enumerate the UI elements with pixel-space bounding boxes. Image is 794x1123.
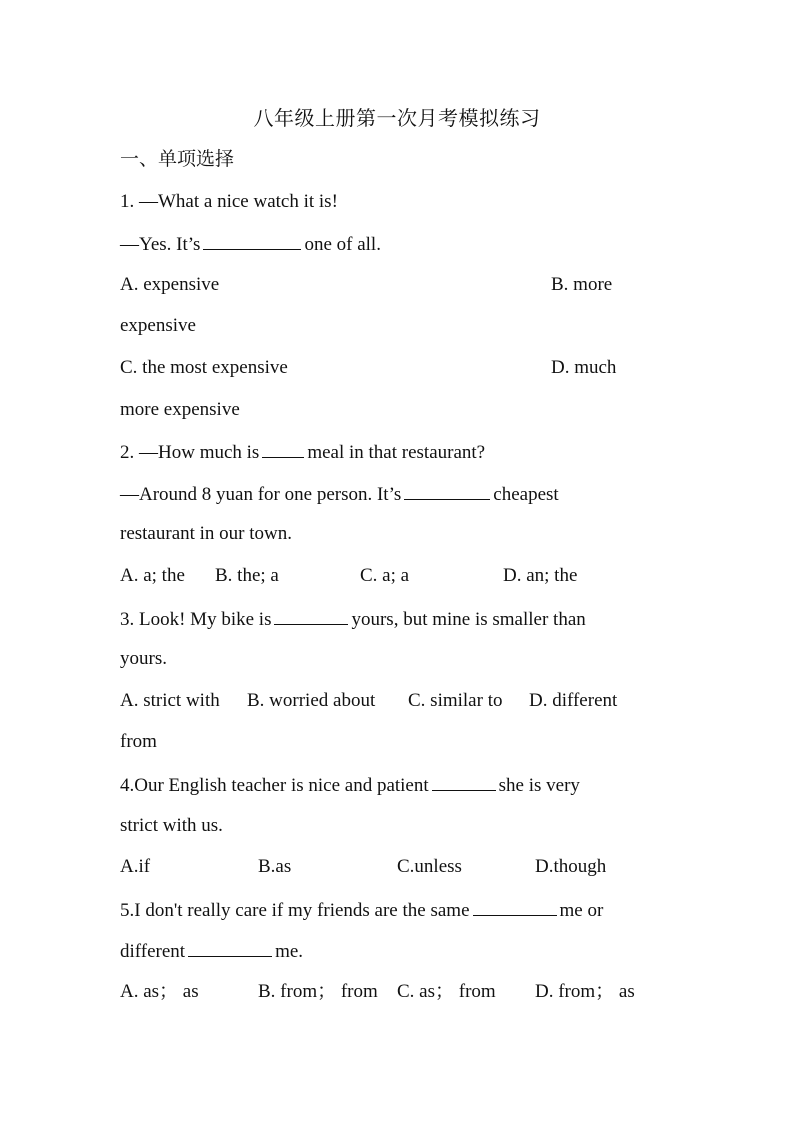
question-4-text-end: she is very: [498, 775, 580, 796]
question-4-text: 4.Our English teacher is nice and patient: [120, 775, 429, 796]
question-2-option-c: C. a; a: [360, 565, 410, 586]
question-1-reply-text: —Yes. It’s: [120, 234, 201, 255]
question-2-stem: [120, 439, 485, 463]
question-4-option-c: C.unless: [397, 856, 462, 877]
question-5-option-b: B. from； from: [258, 981, 378, 1002]
question-5-option-a: A. as； as: [120, 981, 199, 1002]
question-2-reply-end: cheapest: [493, 484, 559, 505]
question-5-text: 5.I don't really care if my friends are the same: [120, 900, 470, 921]
question-1-option-a: A. expensive: [120, 274, 220, 295]
question-2-option-a: A. a; the: [120, 565, 185, 586]
question-4-stem: [120, 772, 580, 796]
question-1-reply: [120, 231, 381, 255]
question-1-text: 1. —What a nice watch it is!: [120, 191, 338, 212]
answer-blank[interactable]: [473, 897, 557, 916]
question-2-text: 2. —How much is: [120, 442, 260, 463]
question-1-option-b: B. more: [551, 274, 613, 295]
question-5-text-cont: different: [120, 941, 186, 962]
answer-blank[interactable]: [203, 231, 301, 250]
question-4-option-a: A.if: [120, 856, 151, 877]
answer-blank[interactable]: [274, 606, 348, 625]
question-5-stem-cont: [120, 938, 303, 962]
question-3-option-c: C. similar to: [408, 690, 503, 711]
question-4-option-d: D.though: [535, 856, 607, 877]
question-2-text-end: meal in that restaurant?: [307, 442, 486, 463]
question-2-option-d: D. an; the: [503, 565, 578, 586]
question-5-stem: [120, 897, 603, 921]
question-2-reply: [120, 481, 559, 505]
question-3-option-a: A. strict with: [120, 690, 220, 711]
question-1-reply-end: one of all.: [304, 234, 381, 255]
section-heading: 一、单项选择: [120, 149, 235, 170]
question-2-reply-text: —Around 8 yuan for one person. It’s: [120, 484, 402, 505]
question-3-option-d: D. different: [529, 690, 618, 711]
question-1-stem: [120, 190, 338, 214]
question-1-option-c: C. the most expensive: [120, 357, 288, 378]
answer-blank[interactable]: [404, 481, 490, 500]
question-3-stem: [120, 606, 586, 630]
answer-blank[interactable]: [432, 772, 496, 791]
question-4-stem-cont: strict with us.: [120, 815, 223, 836]
page-title: 八年级上册第一次月考模拟练习: [253, 108, 541, 130]
question-3-text-end: yours, but mine is smaller than: [351, 609, 586, 630]
question-3-option-d-cont: from: [120, 731, 157, 752]
question-5-option-c: C. as； from: [397, 981, 496, 1002]
answer-blank[interactable]: [262, 439, 304, 458]
question-1-option-b-cont: expensive: [120, 315, 196, 336]
question-3-stem-cont: yours.: [120, 648, 167, 669]
question-1-option-d: D. much: [551, 357, 617, 378]
question-5-option-d: D. from； as: [535, 981, 635, 1002]
question-4-option-b: B.as: [258, 856, 292, 877]
question-3-option-b: B. worried about: [247, 690, 376, 711]
question-5-text-end: me or: [559, 900, 604, 921]
question-3-text: 3. Look! My bike is: [120, 609, 272, 630]
question-2-option-b: B. the; a: [215, 565, 279, 586]
question-1-option-d-cont: more expensive: [120, 399, 240, 420]
question-2-reply-cont: restaurant in our town.: [120, 523, 293, 544]
answer-blank[interactable]: [188, 938, 272, 957]
question-5-text-cont-end: me.: [275, 941, 304, 962]
